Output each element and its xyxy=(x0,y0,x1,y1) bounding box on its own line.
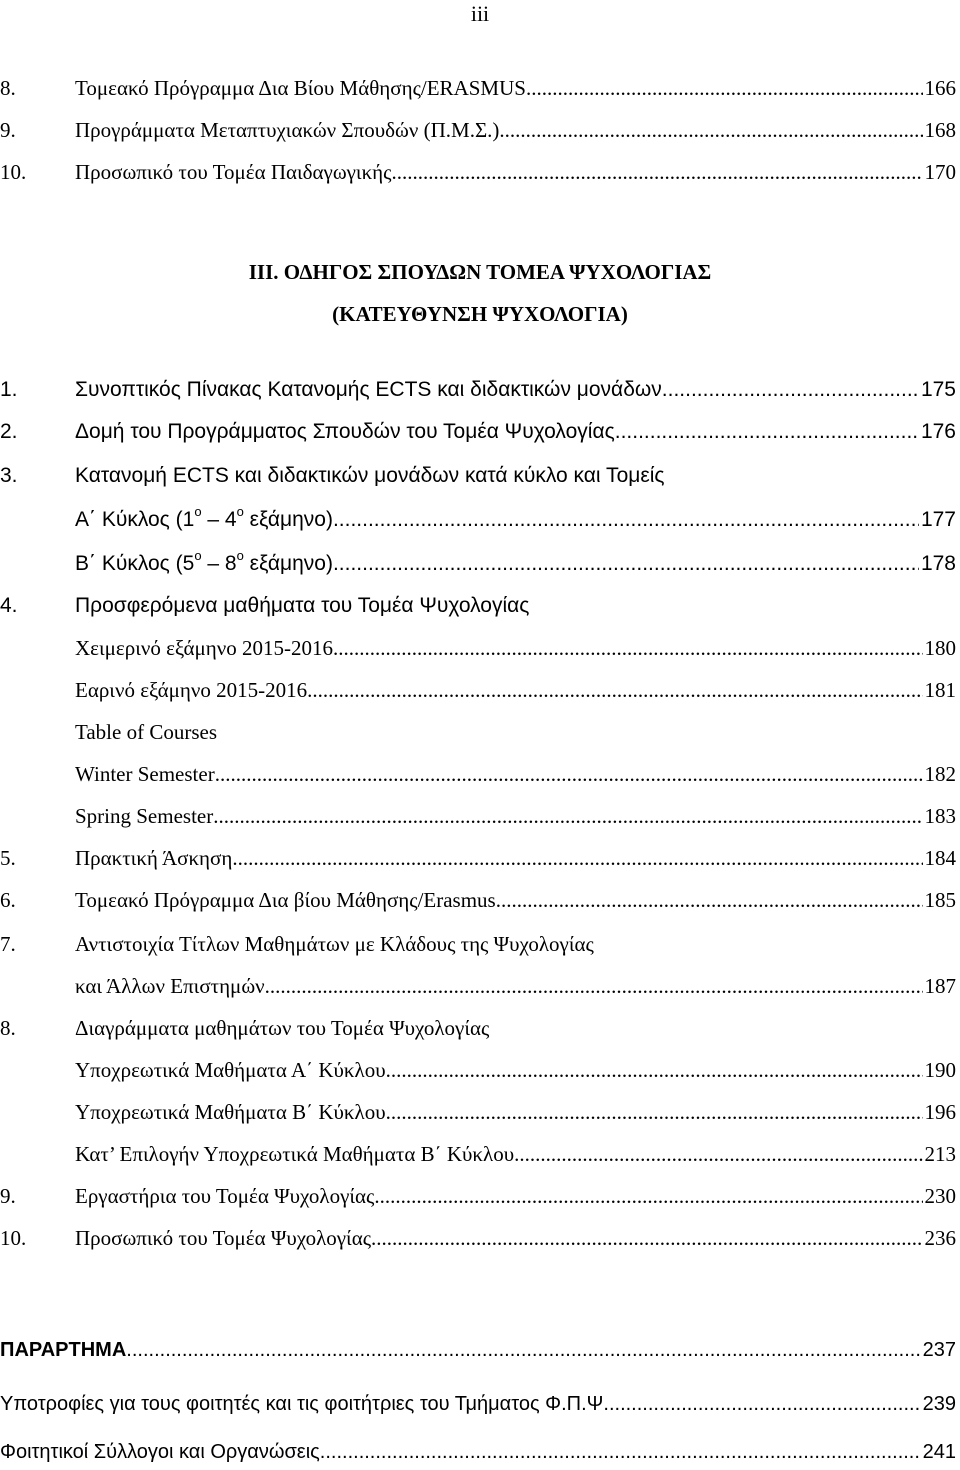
title-part: εξάμηνο) xyxy=(243,552,333,575)
dot-leader xyxy=(609,1388,921,1420)
entry-title xyxy=(75,504,333,536)
entry-row xyxy=(75,1054,956,1086)
toc-entry xyxy=(0,590,960,622)
entry-number: 10. xyxy=(0,1226,27,1250)
entry-title: Προσωπικό του Τομέα Ψυχολογίας xyxy=(75,1226,372,1250)
dot-leader xyxy=(320,1436,921,1468)
dot-leader xyxy=(126,1334,920,1366)
dot-leader xyxy=(333,548,919,580)
toc-entry xyxy=(0,1012,960,1044)
dot-leader xyxy=(391,156,922,188)
entry-page: 184 xyxy=(924,846,956,870)
toc-subentry xyxy=(0,800,960,832)
entry-title: Χειμερινό εξάμηνο 2015-2016 xyxy=(75,636,333,660)
entry-page: 236 xyxy=(924,1226,956,1250)
entry-number: 2. xyxy=(0,420,18,443)
toc-subentry xyxy=(0,1054,960,1086)
dot-leader xyxy=(662,374,919,406)
entry-row xyxy=(75,1138,956,1170)
toc-entry xyxy=(0,114,960,146)
dot-leader xyxy=(215,758,923,790)
entry-page: 176 xyxy=(920,420,956,443)
entry-number: 5. xyxy=(0,846,16,870)
appendix-item xyxy=(0,1388,960,1420)
title-part: εξάμηνο) xyxy=(243,508,333,531)
entry-title: Spring Semester xyxy=(75,804,214,828)
entry-number: 1. xyxy=(0,378,18,401)
section-heading-line2: (ΚΑΤΕΥΘΥΝΣΗ ΨΥΧΟΛΟΓΙΑ) xyxy=(332,302,628,326)
dot-leader xyxy=(526,72,923,104)
appendix-entry xyxy=(0,1334,960,1366)
toc-entry xyxy=(0,884,960,916)
entry-page: 182 xyxy=(924,762,956,786)
page-number: iii xyxy=(470,1,490,26)
toc-subentry xyxy=(0,632,960,664)
entry-number: 4. xyxy=(0,594,18,617)
entry-number: 8. xyxy=(0,76,16,100)
dot-leader xyxy=(333,632,923,664)
entry-title: Προγράμματα Μεταπτυχιακών Σπουδών (Π.Μ.Σ.) xyxy=(75,118,500,142)
entry-page: 230 xyxy=(924,1184,956,1208)
entry-page: 185 xyxy=(924,888,956,912)
entry-page: 168 xyxy=(924,118,956,142)
entry-row xyxy=(75,548,956,580)
entry-number: 6. xyxy=(0,888,16,912)
title-part: – 8 xyxy=(201,552,237,575)
entry-page: 196 xyxy=(924,1100,956,1124)
entry-page: 181 xyxy=(924,678,956,702)
entry-title: Τομεακό Πρόγραμμα Δια βίου Μάθησης/Erasmus xyxy=(75,888,496,912)
entry-row xyxy=(75,1180,956,1212)
toc-subentry xyxy=(0,504,960,536)
entry-row xyxy=(0,1388,956,1420)
entry-title: Table of Courses xyxy=(75,720,217,744)
dot-leader xyxy=(265,970,923,1002)
entry-title xyxy=(75,548,333,580)
dot-leader xyxy=(499,114,922,146)
entry-title: Φοιτητικοί Σύλλογοι και Οργανώσεις xyxy=(0,1441,320,1463)
toc-entry xyxy=(0,460,960,492)
toc-entry xyxy=(0,72,960,104)
entry-title: Τομεακό Πρόγραμμα Δια Βίου Μάθησης/ERASMUS xyxy=(75,76,526,100)
entry-row xyxy=(75,114,956,146)
superscript: ο xyxy=(194,504,202,519)
toc-subentry xyxy=(0,1096,960,1128)
entry-page: 180 xyxy=(924,636,956,660)
dot-leader xyxy=(213,800,922,832)
toc-subentry xyxy=(0,716,960,748)
entry-row xyxy=(75,800,956,832)
entry-page: 213 xyxy=(924,1142,956,1166)
title-part: Α΄ Κύκλος (1 xyxy=(75,508,195,531)
section-heading-line1: III. ΟΔΗΓΟΣ ΣΠΟΥΔΩΝ ΤΟΜΕΑ ΨΥΧΟΛΟΓΙΑΣ xyxy=(248,260,712,284)
entry-number: 3. xyxy=(0,464,18,487)
entry-title: Πρακτική Άσκηση xyxy=(75,846,233,870)
entry-row xyxy=(75,72,956,104)
entry-title: Υποχρεωτικά Μαθήματα Α΄ Κύκλου xyxy=(75,1058,386,1082)
entry-row xyxy=(75,1096,956,1128)
entry-number: 9. xyxy=(0,118,16,142)
entry-page: 237 xyxy=(922,1339,956,1361)
entry-row xyxy=(75,674,956,706)
entry-title: Προσφερόμενα μαθήματα του Τομέα Ψυχολογίας xyxy=(75,594,530,617)
dot-leader xyxy=(371,1222,922,1254)
title-part: Β΄ Κύκλος (5 xyxy=(75,552,195,575)
superscript: ο xyxy=(236,504,244,519)
entry-row xyxy=(75,842,956,874)
entry-number: 9. xyxy=(0,1184,16,1208)
dot-leader xyxy=(496,884,923,916)
entry-title: Συνοπτικός Πίνακας Κατανομής ECTS και διδακτικών μονάδων xyxy=(75,378,662,401)
dot-leader xyxy=(232,842,922,874)
appendix-title: ΠΑΡΑΡΤΗΜΑ xyxy=(0,1339,127,1361)
entry-page: 178 xyxy=(920,552,956,575)
toc-entry xyxy=(0,374,960,406)
entry-row xyxy=(75,970,956,1002)
entry-row xyxy=(75,758,956,790)
entry-title: Δομή του Προγράμματος Σπουδών του Τομέα Ψυχολογίας xyxy=(75,420,615,443)
entry-page: 241 xyxy=(922,1441,956,1463)
entry-page: 177 xyxy=(920,508,956,531)
dot-leader xyxy=(514,1138,922,1170)
entry-title: Winter Semester xyxy=(75,762,215,786)
entry-number: 8. xyxy=(0,1016,16,1040)
dot-leader xyxy=(386,1096,923,1128)
entry-title: Υποτροφίες για τους φοιτητές και τις φοιτήτριες του Τμήματος Φ.Π.Ψ. xyxy=(0,1393,609,1415)
toc-subentry xyxy=(0,1138,960,1170)
entry-page: 170 xyxy=(924,160,956,184)
entry-row xyxy=(75,1222,956,1254)
entry-title: Εαρινό εξάμηνο 2015-2016 xyxy=(75,678,308,702)
entry-page: 175 xyxy=(920,378,956,401)
toc-entry xyxy=(0,416,960,448)
dot-leader xyxy=(374,1180,922,1212)
toc-subentry xyxy=(0,548,960,580)
entry-title: Διαγράμματα μαθημάτων του Τομέα Ψυχολογίας xyxy=(75,1016,490,1040)
entry-row xyxy=(0,1436,956,1468)
toc-entry xyxy=(0,928,960,960)
entry-row xyxy=(75,374,956,406)
entry-page: 183 xyxy=(924,804,956,828)
superscript: ο xyxy=(194,548,202,563)
entry-row xyxy=(75,156,956,188)
toc-subentry xyxy=(0,970,960,1002)
entry-row xyxy=(75,416,956,448)
toc-entry xyxy=(0,156,960,188)
entry-page: 187 xyxy=(924,974,956,998)
entry-title: και Άλλων Επιστημών xyxy=(75,974,265,998)
entry-row xyxy=(0,1334,956,1366)
entry-number: 10. xyxy=(0,160,27,184)
dot-leader xyxy=(615,416,919,448)
entry-title: Προσωπικό του Τομέα Παιδαγωγικής xyxy=(75,160,392,184)
entry-page: 190 xyxy=(924,1058,956,1082)
toc-entry xyxy=(0,1180,960,1212)
entry-title: Υποχρεωτικά Μαθήματα Β΄ Κύκλου xyxy=(75,1100,386,1124)
dot-leader xyxy=(333,504,919,536)
dot-leader xyxy=(386,1054,923,1086)
entry-page: 239 xyxy=(922,1393,956,1415)
entry-title: Εργαστήρια του Τομέα Ψυχολογίας xyxy=(75,1184,375,1208)
title-part: – 4 xyxy=(201,508,237,531)
toc-entry xyxy=(0,842,960,874)
toc-entry xyxy=(0,1222,960,1254)
entry-title: Κατανομή ECTS και διδακτικών μονάδων κατά κύκλο και Τομείς xyxy=(75,464,665,487)
entry-row xyxy=(75,504,956,536)
entry-page: 166 xyxy=(924,76,956,100)
entry-title: Κατ’ Επιλογήν Υποχρεωτικά Μαθήματα Β΄ Κύκλου xyxy=(75,1142,515,1166)
entry-row xyxy=(75,632,956,664)
entry-row xyxy=(75,884,956,916)
entry-number: 7. xyxy=(0,932,16,956)
entry-title: Αντιστοιχία Τίτλων Μαθημάτων με Κλάδους της Ψυχολογίας xyxy=(75,932,594,956)
toc-subentry xyxy=(0,674,960,706)
toc-subentry xyxy=(0,758,960,790)
appendix-item xyxy=(0,1436,960,1468)
dot-leader xyxy=(307,674,922,706)
superscript: ο xyxy=(236,548,244,563)
